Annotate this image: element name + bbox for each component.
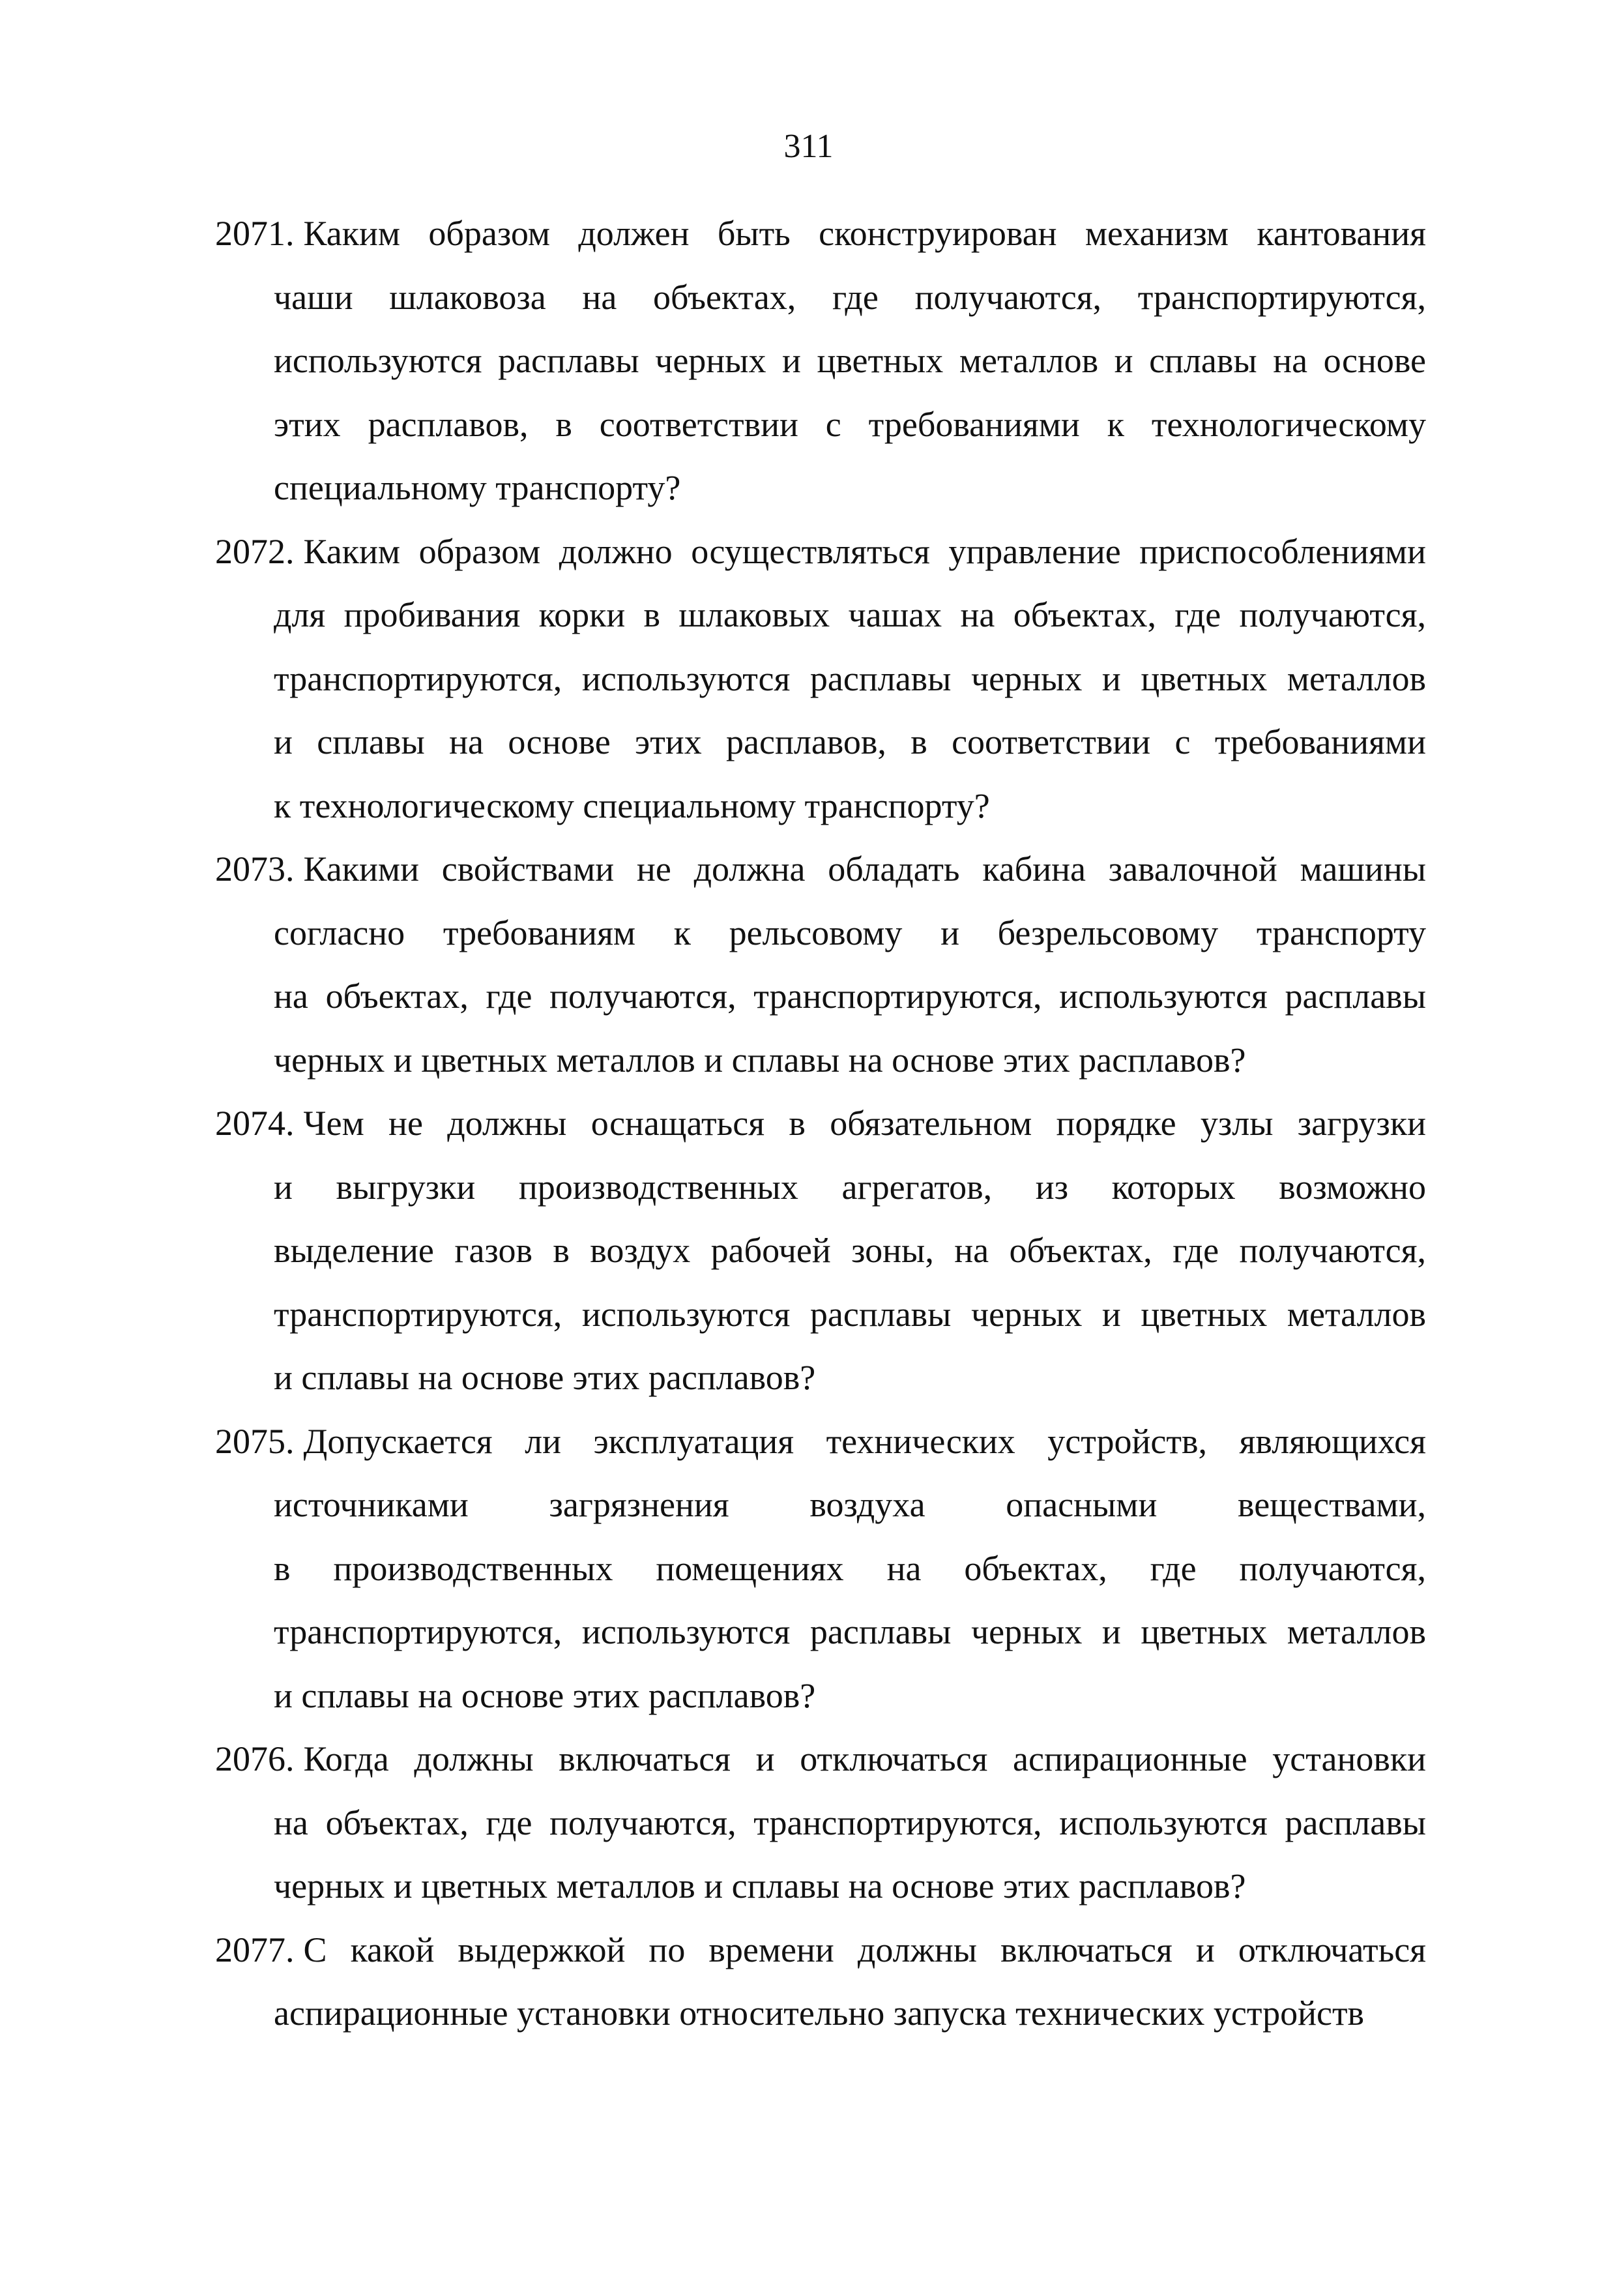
question-text-line: Какими свойствами не должна обладать кабина завалочной машины xyxy=(303,849,1426,889)
question-text-line: и сплавы на основе этих расплавов? xyxy=(274,1358,816,1397)
question-text-line: транспортируются, используются расплавы черных и цветных металлов xyxy=(274,1612,1426,1651)
question-item xyxy=(215,838,1426,1092)
question-first-line xyxy=(215,1919,1426,1982)
question-text-line: Каким образом должно осуществляться управление приспособлениями xyxy=(303,531,1426,571)
question-text-line: аспирационные установки относительно запуска технических устройств xyxy=(274,1994,1365,2033)
question-number: 2075. xyxy=(215,1421,295,1461)
question-item xyxy=(215,1728,1426,1919)
question-item xyxy=(215,1410,1426,1728)
question-text-line: этих расплавов, в соответствии с требованиями к технологическому xyxy=(274,404,1426,444)
question-text-line: выделение газов в воздух рабочей зоны, на объектах, где получаются, xyxy=(274,1231,1426,1270)
question-first-line xyxy=(215,838,1426,902)
question-number: 2076. xyxy=(215,1739,295,1778)
question-text-line: черных и цветных металлов и сплавы на основе этих расплавов? xyxy=(274,1040,1246,1080)
question-text-line: на объектах, где получаются, транспортируются, используются расплавы xyxy=(274,1803,1426,1842)
question-number: 2072. xyxy=(215,531,295,571)
question-text-line: специальному транспорту? xyxy=(274,468,681,507)
question-text-line: в производственных помещениях на объектах, где получаются, xyxy=(274,1548,1426,1588)
question-text-line: на объектах, где получаются, транспортируются, используются расплавы xyxy=(274,977,1426,1016)
question-number: 2074. xyxy=(215,1104,295,1143)
question-first-line xyxy=(215,1410,1426,1474)
question-text-line: С какой выдержкой по времени должны включаться и отключаться xyxy=(303,1930,1426,1969)
question-item xyxy=(215,520,1426,838)
question-item xyxy=(215,1919,1426,2046)
question-text-line: Когда должны включаться и отключаться аспирационные установки xyxy=(303,1739,1426,1778)
question-text-line: используются расплавы черных и цветных металлов и сплавы на основе xyxy=(274,341,1426,380)
question-text-line: и сплавы на основе этих расплавов, в соответствии с требованиями xyxy=(274,722,1426,761)
question-text-line: транспортируются, используются расплавы черных и цветных металлов xyxy=(274,1294,1426,1334)
question-text-line: Допускается ли эксплуатация технических устройств, являющихся xyxy=(303,1421,1426,1461)
question-item xyxy=(215,202,1426,520)
question-text-line: согласно требованиям к рельсовому и безрельсовому транспорту xyxy=(274,913,1426,952)
question-first-line xyxy=(215,1728,1426,1791)
question-text-line: источниками загрязнения воздуха опасными веществами, xyxy=(274,1485,1426,1524)
question-first-line xyxy=(215,520,1426,584)
question-text-line: к технологическому специальному транспорту? xyxy=(274,786,990,825)
page-number: 311 xyxy=(783,128,834,165)
question-text-line: для пробивания корки в шлаковых чашах на объектах, где получаются, xyxy=(274,595,1426,634)
question-text-line: и сплавы на основе этих расплавов? xyxy=(274,1675,816,1715)
question-number: 2077. xyxy=(215,1930,295,1969)
question-text-line: черных и цветных металлов и сплавы на основе этих расплавов? xyxy=(274,1866,1246,1906)
question-item xyxy=(215,1092,1426,1410)
question-number: 2073. xyxy=(215,849,295,889)
question-first-line xyxy=(215,1092,1426,1156)
question-text-line: Каким образом должен быть сконструирован механизм кантования xyxy=(303,214,1426,253)
question-text-line: и выгрузки производственных агрегатов, из которых возможно xyxy=(274,1167,1426,1207)
question-text-line: Чем не должны оснащаться в обязательном порядке узлы загрузки xyxy=(303,1104,1426,1143)
question-text-line: чаши шлаковоза на объектах, где получаются, транспортируются, xyxy=(274,277,1426,317)
question-number: 2071. xyxy=(215,214,295,253)
question-first-line xyxy=(215,202,1426,266)
question-text-line: транспортируются, используются расплавы черных и цветных металлов xyxy=(274,658,1426,698)
question-list xyxy=(215,202,1426,2046)
